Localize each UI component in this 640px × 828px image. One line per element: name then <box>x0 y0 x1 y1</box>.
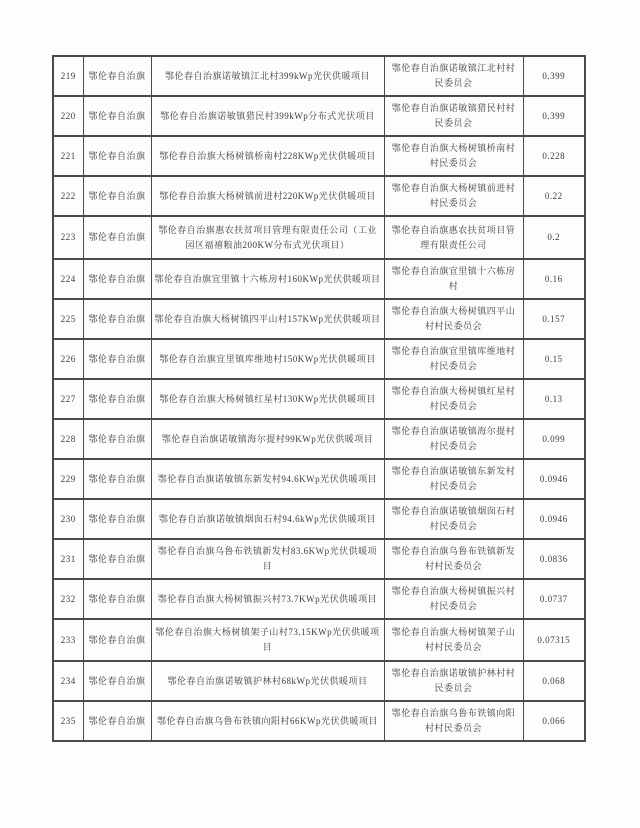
row-number-cell: 227 <box>53 379 83 419</box>
organization-name-cell: 鄂伦春自治旗大杨树镇桥南村村民委员会 <box>384 136 523 176</box>
row-number-cell: 219 <box>53 56 83 96</box>
project-name-cell: 鄂伦春自治旗诺敏镇护林村68kWp光伏供暖项目 <box>151 661 384 701</box>
project-name-cell: 鄂伦春自治旗乌鲁布铁镇向阳村66KWp光伏供暖项目 <box>151 701 384 741</box>
project-name-cell: 鄂伦春自治旗大杨树镇前进村220KWp光伏供暖项目 <box>151 176 384 216</box>
banner-name-cell: 鄂伦春自治旗 <box>83 176 151 216</box>
table-row <box>53 259 585 299</box>
banner-name-cell: 鄂伦春自治旗 <box>83 579 151 619</box>
capacity-value-cell: 0.099 <box>523 419 585 459</box>
row-number-cell: 234 <box>53 661 83 701</box>
table-row <box>53 56 585 96</box>
banner-name-cell: 鄂伦春自治旗 <box>83 136 151 176</box>
organization-name-cell: 鄂伦春自治旗诺敏镇海尔提村村民委员会 <box>384 419 523 459</box>
organization-name-cell: 鄂伦春自治旗乌鲁布铁镇向阳村村民委员会 <box>384 701 523 741</box>
project-name-cell: 鄂伦春自治旗宜里镇库维地村150KWp光伏供暖项目 <box>151 339 384 379</box>
table-row <box>53 701 585 741</box>
row-number-cell: 221 <box>53 136 83 176</box>
table-row <box>53 96 585 136</box>
capacity-value-cell: 0.22 <box>523 176 585 216</box>
banner-name-cell: 鄂伦春自治旗 <box>83 619 151 661</box>
organization-name-cell: 鄂伦春自治旗诺敏镇江北村村民委员会 <box>384 56 523 96</box>
banner-name-cell: 鄂伦春自治旗 <box>83 379 151 419</box>
row-number-cell: 222 <box>53 176 83 216</box>
organization-name-cell: 鄂伦春自治旗惠农扶贫项目管理有限责任公司 <box>384 216 523 259</box>
organization-name-cell: 鄂伦春自治旗诺敏镇猎民村村民委员会 <box>384 96 523 136</box>
banner-name-cell: 鄂伦春自治旗 <box>83 661 151 701</box>
banner-name-cell: 鄂伦春自治旗 <box>83 339 151 379</box>
capacity-value-cell: 0.068 <box>523 661 585 701</box>
capacity-value-cell: 0.16 <box>523 259 585 299</box>
banner-name-cell: 鄂伦春自治旗 <box>83 459 151 499</box>
row-number-cell: 229 <box>53 459 83 499</box>
organization-name-cell: 鄂伦春自治旗大杨树镇前进村村民委员会 <box>384 176 523 216</box>
organization-name-cell: 鄂伦春自治旗诺敏镇烟囱石村村民委员会 <box>384 499 523 539</box>
table-row <box>53 299 585 339</box>
organization-name-cell: 鄂伦春自治旗大杨树镇架子山村村民委员会 <box>384 619 523 661</box>
table-row <box>53 339 585 379</box>
banner-name-cell: 鄂伦春自治旗 <box>83 216 151 259</box>
table-row <box>53 379 585 419</box>
banner-name-cell: 鄂伦春自治旗 <box>83 259 151 299</box>
organization-name-cell: 鄂伦春自治旗诺敏镇东新发村村民委员会 <box>384 459 523 499</box>
project-name-cell: 鄂伦春自治旗诺敏镇江北村399kWp光伏供暖项目 <box>151 56 384 96</box>
capacity-value-cell: 0.0946 <box>523 499 585 539</box>
banner-name-cell: 鄂伦春自治旗 <box>83 299 151 339</box>
capacity-value-cell: 0.15 <box>523 339 585 379</box>
project-name-cell: 鄂伦春自治旗诺敏镇东新发村94.6KWp光伏供暖项目 <box>151 459 384 499</box>
organization-name-cell: 鄂伦春自治旗大杨树镇红星村村民委员会 <box>384 379 523 419</box>
project-name-cell: 鄂伦春自治旗大杨树镇桥南村228KWp光伏供暖项目 <box>151 136 384 176</box>
capacity-value-cell: 0.07315 <box>523 619 585 661</box>
project-name-cell: 鄂伦春自治旗诺敏镇烟囱石村94.6kWp光伏供暖项目 <box>151 499 384 539</box>
organization-name-cell: 鄂伦春自治旗宜里镇库维地村村民委员会 <box>384 339 523 379</box>
row-number-cell: 232 <box>53 579 83 619</box>
table-row <box>53 459 585 499</box>
table-row <box>53 579 585 619</box>
project-name-cell: 鄂伦春自治旗乌鲁布铁镇新发村83.6KWp光伏供暖项目 <box>151 539 384 579</box>
capacity-value-cell: 0.0737 <box>523 579 585 619</box>
capacity-value-cell: 0.0946 <box>523 459 585 499</box>
capacity-value-cell: 0.0836 <box>523 539 585 579</box>
table-row <box>53 136 585 176</box>
capacity-value-cell: 0.13 <box>523 379 585 419</box>
banner-name-cell: 鄂伦春自治旗 <box>83 96 151 136</box>
capacity-value-cell: 0.157 <box>523 299 585 339</box>
row-number-cell: 231 <box>53 539 83 579</box>
row-number-cell: 226 <box>53 339 83 379</box>
row-number-cell: 228 <box>53 419 83 459</box>
organization-name-cell: 鄂伦春自治旗大杨树镇四平山村村民委员会 <box>384 299 523 339</box>
table-row <box>53 499 585 539</box>
banner-name-cell: 鄂伦春自治旗 <box>83 499 151 539</box>
project-name-cell: 鄂伦春自治旗大杨树镇架子山村73.15KWp光伏供暖项目 <box>151 619 384 661</box>
capacity-value-cell: 0.066 <box>523 701 585 741</box>
organization-name-cell: 鄂伦春自治旗大杨树镇振兴村村民委员会 <box>384 579 523 619</box>
organization-name-cell: 鄂伦春自治旗宜里镇十六栋房村 <box>384 259 523 299</box>
organization-name-cell: 鄂伦春自治旗乌鲁布铁镇新发村村民委员会 <box>384 539 523 579</box>
capacity-value-cell: 0.399 <box>523 96 585 136</box>
table-row <box>53 539 585 579</box>
row-number-cell: 223 <box>53 216 83 259</box>
banner-name-cell: 鄂伦春自治旗 <box>83 539 151 579</box>
capacity-value-cell: 0.228 <box>523 136 585 176</box>
project-name-cell: 鄂伦春自治旗宜里镇十六栋房村160KWp光伏供暖项目 <box>151 259 384 299</box>
table-row <box>53 216 585 259</box>
banner-name-cell: 鄂伦春自治旗 <box>83 701 151 741</box>
capacity-value-cell: 0.399 <box>523 56 585 96</box>
table-row <box>53 419 585 459</box>
organization-name-cell: 鄂伦春自治旗诺敏镇护林村村民委员会 <box>384 661 523 701</box>
row-number-cell: 224 <box>53 259 83 299</box>
project-name-cell: 鄂伦春自治旗诺敏镇海尔提村99KWp光伏供暖项目 <box>151 419 384 459</box>
project-name-cell: 鄂伦春自治旗诺敏镇猎民村399kWp分布式光伏项目 <box>151 96 384 136</box>
row-number-cell: 235 <box>53 701 83 741</box>
capacity-value-cell: 0.2 <box>523 216 585 259</box>
banner-name-cell: 鄂伦春自治旗 <box>83 56 151 96</box>
pv-subsidy-project-table <box>52 55 586 742</box>
banner-name-cell: 鄂伦春自治旗 <box>83 419 151 459</box>
table-row <box>53 619 585 661</box>
project-name-cell: 鄂伦春自治旗大杨树镇振兴村73.7KWp光伏供暖项目 <box>151 579 384 619</box>
row-number-cell: 230 <box>53 499 83 539</box>
table-row <box>53 661 585 701</box>
row-number-cell: 220 <box>53 96 83 136</box>
project-name-cell: 鄂伦春自治旗惠农扶贫项目管理有限责任公司（工业园区福禧粮油200KW分布式光伏项目） <box>151 216 384 259</box>
table-row <box>53 176 585 216</box>
project-name-cell: 鄂伦春自治旗大杨树镇四平山村157KWp光伏供暖项目 <box>151 299 384 339</box>
row-number-cell: 225 <box>53 299 83 339</box>
project-name-cell: 鄂伦春自治旗大杨树镇红星村130KWp光伏供暖项目 <box>151 379 384 419</box>
row-number-cell: 233 <box>53 619 83 661</box>
